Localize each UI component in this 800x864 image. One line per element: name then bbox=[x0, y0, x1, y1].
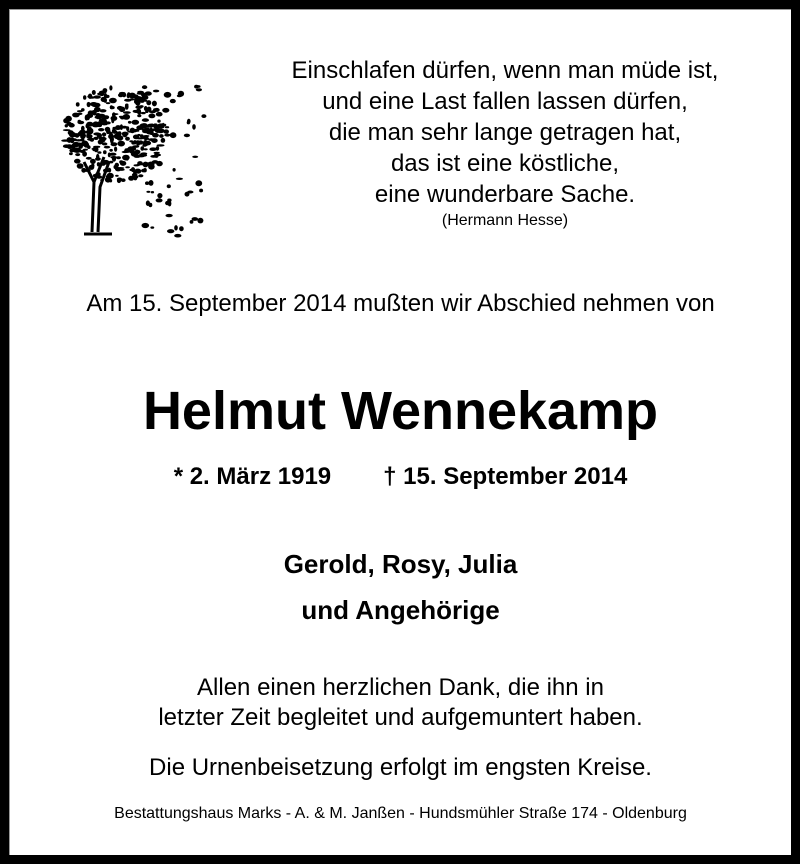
tree-leaf bbox=[155, 154, 159, 156]
tree-leaf bbox=[148, 114, 155, 119]
tree-leaf bbox=[69, 123, 75, 127]
tree-leaf bbox=[192, 124, 196, 130]
tree-leaf bbox=[121, 178, 126, 182]
tree-leaf bbox=[73, 142, 80, 148]
tree-leaf bbox=[63, 129, 71, 131]
tree-leaf bbox=[86, 157, 92, 160]
tree-leaf bbox=[72, 138, 78, 141]
tree-leaf bbox=[137, 114, 141, 117]
tree-leaf bbox=[142, 118, 149, 122]
tree-leaf bbox=[148, 138, 155, 141]
tree-leaf bbox=[136, 140, 140, 143]
tree-leaf bbox=[119, 92, 123, 94]
tree-leaf bbox=[104, 146, 110, 149]
thanks-line: letzter Zeit begleitet und aufgemuntert haben. bbox=[158, 704, 643, 731]
tree-leaf bbox=[129, 140, 133, 142]
tree-leaf bbox=[146, 191, 150, 193]
tree-leaf bbox=[166, 214, 173, 217]
tree-leaf bbox=[116, 156, 121, 159]
death-date: † 15. September 2014 bbox=[383, 463, 628, 490]
tree-leaf bbox=[144, 135, 148, 139]
tree-leaf bbox=[117, 135, 124, 140]
tree-leaf bbox=[164, 92, 172, 98]
tree-leaf bbox=[122, 132, 129, 136]
tree-leaf bbox=[74, 159, 81, 164]
tree-leaf bbox=[174, 225, 178, 230]
tree-leaf bbox=[116, 167, 124, 169]
tree-leaf bbox=[65, 116, 72, 122]
tree-leaf bbox=[136, 125, 143, 130]
tree-leaf bbox=[98, 128, 104, 131]
tree-leaf bbox=[157, 124, 164, 129]
tree-leaf bbox=[147, 124, 154, 127]
tree-leaf bbox=[156, 198, 163, 202]
tree-leaf bbox=[161, 138, 166, 143]
mourners-line: Gerold, Rosy, Julia bbox=[283, 549, 518, 579]
tree-leaf bbox=[152, 160, 159, 164]
tree-leaf bbox=[101, 164, 105, 166]
tree-leaf bbox=[115, 175, 119, 177]
tree-leaf bbox=[123, 111, 131, 114]
tree-leaf bbox=[100, 109, 107, 112]
tree-leaf bbox=[144, 100, 147, 102]
tree-leaf bbox=[157, 193, 162, 198]
tree-leaf bbox=[143, 140, 148, 146]
tree-leaf bbox=[187, 191, 193, 194]
tree-leaf bbox=[94, 103, 100, 106]
tree-leaf bbox=[138, 163, 146, 165]
tree-leaf bbox=[197, 218, 203, 224]
tree-leaf bbox=[154, 152, 160, 154]
tree-leaf bbox=[72, 113, 80, 118]
tree-leaf bbox=[91, 110, 98, 112]
tree-leaf bbox=[133, 147, 137, 150]
tree-leaf bbox=[133, 140, 136, 144]
tree-leaf bbox=[159, 134, 164, 138]
tree-leaf bbox=[141, 95, 148, 100]
tree-leaf bbox=[92, 90, 96, 95]
tree-leaf bbox=[149, 180, 154, 186]
birth-date: * 2. März 1919 bbox=[173, 463, 332, 490]
tree-leaf bbox=[201, 114, 206, 118]
tree-leaf bbox=[87, 145, 91, 149]
tree-leaf bbox=[83, 95, 86, 100]
tree-leaf bbox=[100, 179, 103, 181]
tree-leaf bbox=[196, 88, 202, 91]
tree-leaf bbox=[152, 133, 159, 138]
tree-leaf bbox=[116, 132, 121, 135]
tree-leaf bbox=[156, 112, 163, 117]
tree-leaf bbox=[136, 137, 144, 139]
tree-leaf bbox=[97, 92, 104, 95]
tree-leaf bbox=[145, 91, 152, 95]
tree-leaf bbox=[190, 220, 194, 224]
tree-leaf bbox=[97, 162, 100, 166]
tree-leaf bbox=[173, 168, 176, 172]
tree-leaf bbox=[149, 130, 153, 132]
tree-leaf bbox=[102, 137, 106, 143]
tree-leaf bbox=[112, 156, 116, 162]
tree-leaf bbox=[165, 126, 169, 128]
tree-leaf bbox=[133, 171, 136, 175]
tree-leaf bbox=[167, 229, 174, 233]
tree-leaf bbox=[142, 223, 150, 228]
intro-text: Am 15. September 2014 mußten wir Abschied nehmen von bbox=[86, 290, 715, 317]
tree-leaf bbox=[148, 164, 155, 170]
tree-leaf bbox=[90, 159, 96, 164]
tree-illustration bbox=[54, 62, 214, 242]
tree-leaf bbox=[95, 157, 101, 160]
tree-leaf bbox=[156, 146, 160, 151]
tree-leaf bbox=[138, 174, 143, 177]
tree-leaf bbox=[81, 134, 86, 138]
tree-leaf bbox=[109, 98, 117, 104]
obituary-notice bbox=[9, 9, 791, 855]
tree-leaf bbox=[142, 85, 147, 89]
tree-leaf bbox=[111, 118, 114, 124]
tree-leaf bbox=[89, 165, 95, 170]
tree-leaf bbox=[194, 85, 198, 89]
tree-leaf bbox=[67, 137, 73, 143]
tree-leaf bbox=[199, 189, 203, 193]
funeral-home-footer: Bestattungshaus Marks - A. & M. Janßen - Hundsmühler Straße 174 - Oldenburg bbox=[114, 805, 687, 822]
tree-leaf bbox=[83, 149, 88, 151]
poem-line: und eine Last fallen lassen dürfen, bbox=[322, 88, 688, 115]
tree-leaf bbox=[141, 112, 146, 114]
tree-leaf bbox=[135, 100, 140, 105]
tree-leaf bbox=[73, 133, 81, 137]
tree-leaf bbox=[81, 168, 86, 173]
tree-leaf bbox=[170, 132, 177, 138]
tree-leaf bbox=[146, 200, 150, 206]
tree-leaf bbox=[125, 137, 130, 141]
tree-leaf bbox=[95, 146, 100, 148]
tree-leaf bbox=[69, 152, 73, 155]
tree-leaf bbox=[151, 191, 154, 193]
tree-leaf bbox=[174, 234, 181, 238]
life-dates bbox=[10, 463, 791, 491]
tree-leaf bbox=[170, 99, 176, 103]
tree-leaf bbox=[65, 124, 68, 127]
tree-leaf bbox=[163, 129, 169, 133]
tree-leaf bbox=[97, 133, 102, 138]
tree-leaf bbox=[77, 121, 84, 124]
poem-line: Einschlafen dürfen, wenn man müde ist, bbox=[291, 57, 719, 84]
tree-leaf bbox=[114, 126, 121, 130]
tree-leaf bbox=[81, 141, 88, 147]
tree-leaf bbox=[124, 150, 131, 153]
tree-leaf bbox=[123, 114, 131, 120]
tree-leaf bbox=[75, 153, 80, 156]
tree-leaf bbox=[103, 169, 109, 173]
tree-leaf bbox=[164, 134, 170, 137]
tree-leaf bbox=[135, 95, 138, 98]
tree-leaf bbox=[154, 108, 160, 112]
poem-line: eine wunderbare Sache. bbox=[374, 181, 636, 208]
tree-leaf bbox=[132, 120, 140, 125]
tree-leaf bbox=[176, 178, 183, 180]
tree-leaf bbox=[124, 99, 131, 102]
tree-leaf bbox=[106, 102, 110, 104]
tree-leaf bbox=[89, 96, 96, 99]
tree-leaf bbox=[81, 108, 85, 111]
tree-leaf bbox=[126, 126, 129, 131]
poem-line: das ist eine köstliche, bbox=[390, 150, 620, 177]
tree-leaf bbox=[115, 163, 119, 168]
tree-leaf bbox=[105, 127, 111, 132]
tree-leaf bbox=[117, 106, 123, 110]
tree-leaf bbox=[76, 102, 80, 106]
tree-leaf bbox=[97, 151, 101, 154]
poem-line: die man sehr lange getragen hat, bbox=[328, 119, 682, 146]
tree-leaf bbox=[106, 175, 113, 179]
tree-leaf bbox=[144, 106, 148, 111]
tree-leaf bbox=[93, 174, 97, 177]
tree-leaf bbox=[112, 113, 119, 115]
tree-leaf bbox=[103, 150, 107, 154]
tree-leaf bbox=[150, 226, 154, 228]
tree-leaf bbox=[90, 138, 94, 142]
tree-leaf bbox=[67, 147, 72, 149]
tree-leaf bbox=[137, 93, 144, 95]
tree-leaf bbox=[132, 175, 139, 179]
tree-leaf bbox=[102, 132, 106, 136]
deceased-name: Helmut Wennekamp bbox=[142, 381, 659, 441]
tree-leaf bbox=[119, 160, 123, 163]
tree-leaf bbox=[77, 163, 84, 169]
tree-leaf bbox=[167, 199, 171, 202]
tree-leaf bbox=[179, 226, 184, 231]
tree-leaf bbox=[101, 97, 107, 102]
tree-leaf bbox=[167, 184, 171, 188]
tree-leaf bbox=[128, 121, 132, 124]
tree-leaf bbox=[135, 105, 142, 109]
tree-leaf bbox=[162, 108, 169, 113]
tree-leaf bbox=[144, 128, 147, 130]
poem bbox=[250, 55, 760, 232]
thanks-line: Allen einen herzlichen Dank, die ihn in bbox=[197, 674, 604, 701]
tree-leaf bbox=[143, 168, 147, 172]
tree-leaf bbox=[187, 121, 190, 125]
tree-leaf bbox=[73, 150, 80, 152]
tree-leaf bbox=[195, 180, 202, 186]
mourners-line: und Angehörige bbox=[301, 595, 500, 625]
tree-leaf bbox=[153, 90, 159, 93]
tree-leaf bbox=[125, 104, 129, 110]
tree-leaf bbox=[152, 101, 157, 107]
tree-leaf bbox=[91, 148, 97, 150]
tree-leaf bbox=[109, 149, 113, 152]
tree-leaf bbox=[114, 147, 117, 152]
tree-leaf bbox=[87, 128, 92, 131]
tree-leaf bbox=[125, 166, 130, 168]
tree-leaf bbox=[127, 92, 130, 97]
tree-leaf bbox=[64, 145, 70, 147]
tree-leaf bbox=[129, 169, 133, 171]
tree-leaf bbox=[82, 151, 87, 156]
burial-note: Die Urnenbeisetzung erfolgt im engsten Kreise. bbox=[149, 754, 652, 781]
tree-leaf bbox=[139, 153, 145, 156]
tree-leaf bbox=[104, 119, 108, 124]
tree-leaf bbox=[85, 115, 88, 121]
tree-leaf bbox=[86, 134, 89, 139]
tree-leaf bbox=[184, 134, 190, 138]
poem-author: (Hermann Hesse) bbox=[441, 212, 569, 229]
tree-leaf bbox=[98, 140, 102, 144]
tree-leaf bbox=[137, 134, 140, 136]
tree-leaf bbox=[106, 179, 111, 182]
tree-leaf bbox=[192, 156, 198, 158]
tree-leaf bbox=[144, 148, 148, 150]
tree-leaf bbox=[178, 91, 184, 97]
tree-leaf bbox=[111, 142, 118, 146]
tree-leaf bbox=[117, 178, 121, 183]
tree-leaf bbox=[109, 153, 116, 156]
tree-leaf bbox=[145, 181, 149, 185]
tree-leaf bbox=[140, 146, 144, 151]
tree-trunk bbox=[84, 157, 112, 234]
tree-leaf bbox=[119, 141, 122, 143]
tree-leaf bbox=[122, 155, 130, 161]
tree-leaf bbox=[133, 110, 138, 113]
tree-leaf bbox=[131, 129, 138, 132]
tree-leaf bbox=[96, 115, 103, 118]
tree-leaf bbox=[110, 106, 115, 109]
tree-leaf bbox=[157, 120, 160, 123]
tree-leaf bbox=[97, 124, 102, 127]
tree-leaf bbox=[109, 85, 112, 90]
